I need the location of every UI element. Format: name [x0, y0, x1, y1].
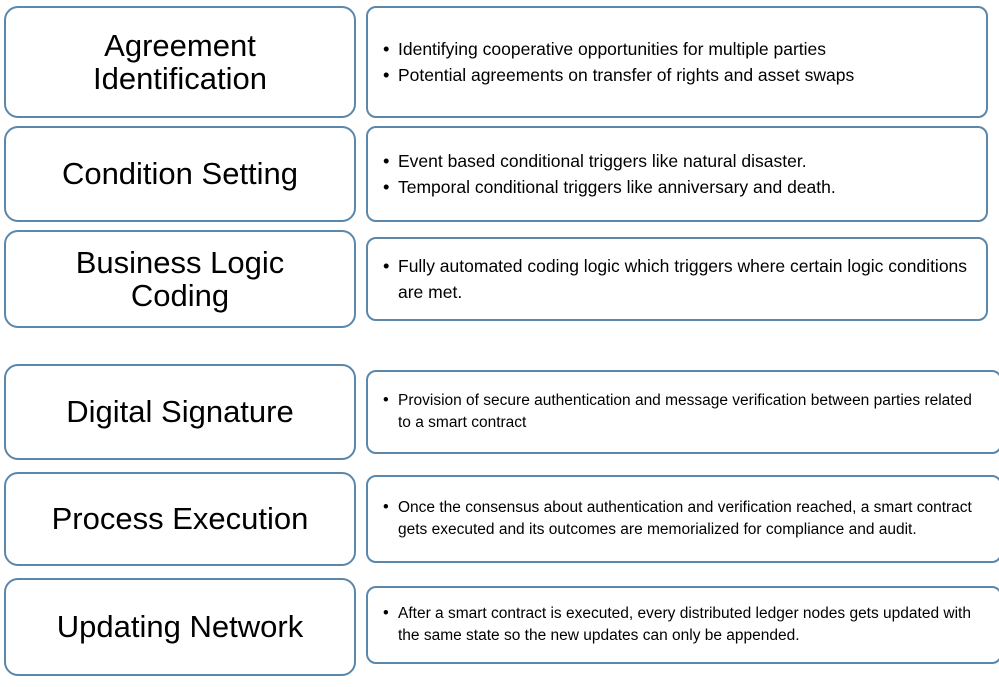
diagram-row-condition-setting [4, 126, 988, 222]
bullet-list [380, 253, 972, 306]
bullet-list [380, 497, 986, 542]
stage-label-process-execution [52, 502, 309, 537]
diagram-row-agreement-identification [4, 6, 988, 118]
stage-detail-box-business-logic-coding [366, 237, 988, 321]
diagram-row-updating-network [4, 578, 999, 676]
list-item: • Fully automated coding logic which triggers where certain logic conditions are met. [398, 253, 972, 306]
list-item: • After a smart contract is executed, every distributed ledger nodes gets updated with the same state so the new updates can only be appended. [398, 603, 986, 648]
list-item: • Event based conditional triggers like natural disaster. [398, 148, 972, 174]
stage-label-box-business-logic-coding [4, 230, 356, 328]
stage-label-line: Process Execution [51, 500, 309, 536]
stage-label-line: Condition Setting [61, 155, 299, 191]
stage-label-line: Business Logic [75, 244, 285, 280]
stage-label-agreement-identification [93, 29, 267, 96]
stage-label-box-process-execution [4, 472, 356, 566]
diagram-row-process-execution [4, 472, 999, 566]
bullet-list [380, 148, 972, 201]
stage-label-box-condition-setting [4, 126, 356, 222]
stage-label-line: Updating Network [56, 608, 304, 644]
diagram-row-business-logic-coding [4, 230, 988, 328]
stage-label-box-updating-network [4, 578, 356, 676]
stage-label-business-logic-coding [76, 246, 285, 313]
stage-label-line: Coding [130, 278, 230, 313]
stage-detail-box-updating-network [366, 586, 999, 664]
list-item: • Provision of secure authentication and message verification between parties related to a smart contract [398, 390, 986, 435]
list-item: • Identifying cooperative opportunities for multiple parties [398, 36, 972, 62]
bullet-list [380, 603, 986, 648]
stage-label-line: Digital Signature [66, 393, 294, 429]
stage-label-line: Agreement [104, 27, 256, 63]
stage-detail-box-condition-setting [366, 126, 988, 222]
list-item: • Potential agreements on transfer of rights and asset swaps [398, 62, 972, 88]
stage-detail-box-agreement-identification [366, 6, 988, 118]
stage-detail-box-process-execution [366, 475, 999, 563]
diagram-row-digital-signature [4, 364, 999, 460]
list-item: • Temporal conditional triggers like anniversary and death. [398, 174, 972, 200]
stage-label-condition-setting [62, 157, 298, 192]
stage-label-box-agreement-identification [4, 6, 356, 118]
stage-label-digital-signature [66, 395, 293, 430]
stage-label-line: Identification [92, 61, 268, 96]
bullet-list [380, 36, 972, 89]
list-item: • Once the consensus about authentication and verification reached, a smart contract gets executed and its outcomes are memorialized for compliance and audit. [398, 497, 986, 542]
stage-detail-box-digital-signature [366, 370, 999, 454]
stage-label-updating-network [57, 610, 303, 645]
stage-label-box-digital-signature [4, 364, 356, 460]
bullet-list [380, 390, 986, 435]
